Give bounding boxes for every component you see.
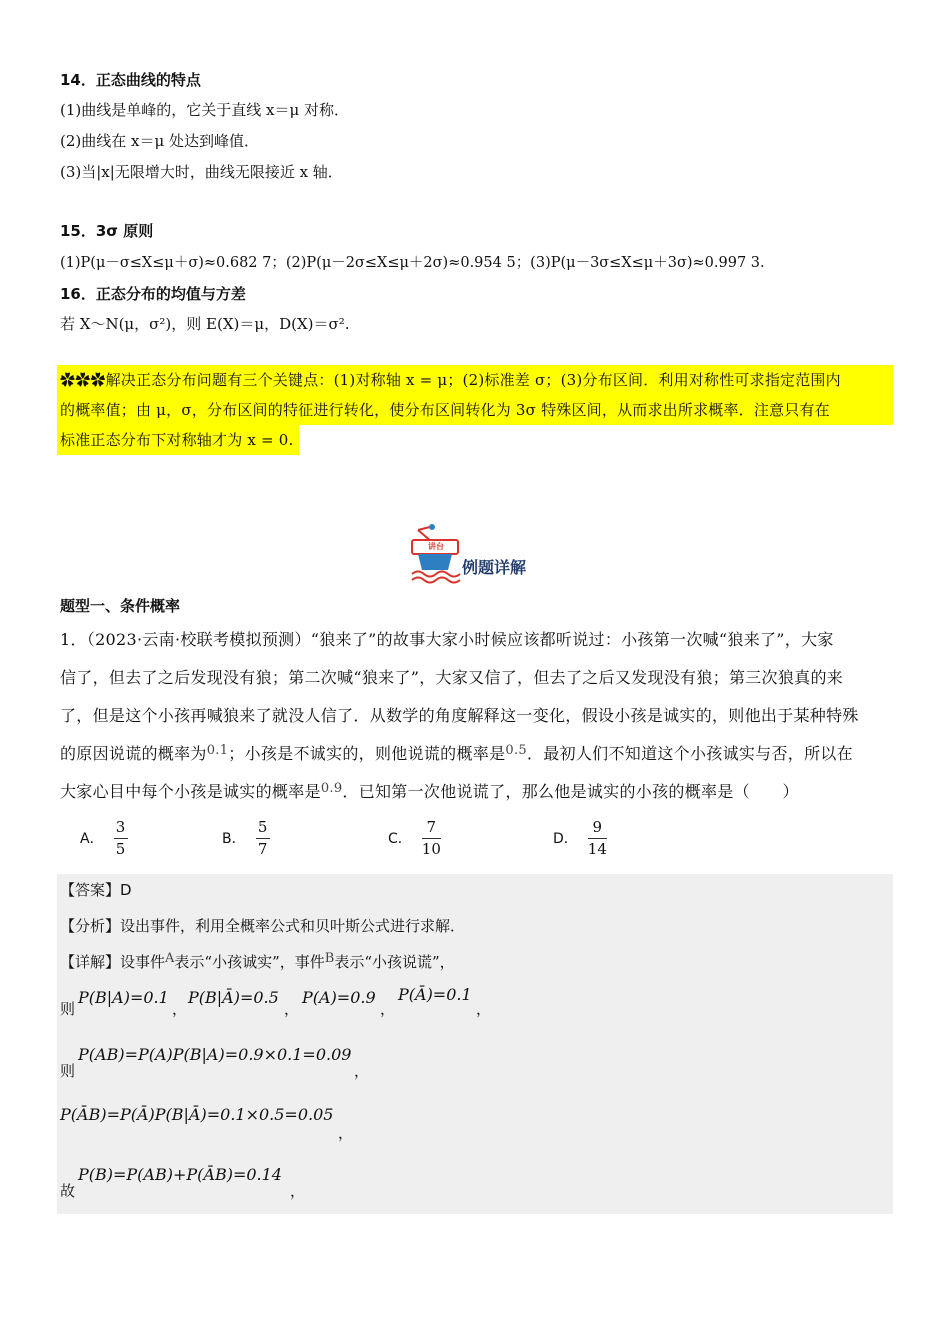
section16-text: 若 X～N(μ，σ²)，则 E(X)＝μ，D(X)＝σ².	[60, 315, 350, 333]
section16-heading: 16．正态分布的均值与方差	[60, 285, 246, 303]
eq1-comma1: ，	[172, 1000, 188, 1018]
option-a[interactable]	[80, 816, 128, 860]
option-c-label: C．	[388, 831, 412, 847]
banner-sign-text: 讲台	[428, 542, 444, 551]
question-line5-post: ．已知第一次他说谎了，那么他是诚实的小孩的概率是（ ）	[342, 782, 799, 801]
eq1-part1: P(B|A)=0.1	[78, 988, 169, 1007]
question-line-1: 1．（2023·云南·校联考模拟预测）“狼来了”的故事大家小时候应该都听说过：小孩第一次喊“狼来了”，大家	[60, 630, 834, 649]
example-banner	[410, 522, 535, 584]
eq2: P(AB)=P(A)P(B|A)=0.9×0.1=0.09	[78, 1045, 352, 1064]
option-c[interactable]	[388, 816, 441, 860]
eq3: P(ĀB)=P(Ā)P(B|Ā)=0.1×0.5=0.05	[60, 1105, 334, 1124]
question-line4-post: ．最初人们不知道这个小孩诚实与否，所以在	[526, 744, 853, 763]
option-b-label: B．	[222, 831, 246, 847]
section14-item-3: (3)当|x|无限增大时，曲线无限接近 x 轴．	[60, 163, 343, 181]
answer-line: 【答案】D	[60, 881, 132, 899]
ze-label-1: 则	[60, 1000, 76, 1018]
fraction-bar	[588, 838, 607, 839]
fraction-bar	[256, 838, 270, 839]
section14-item-1: (1)曲线是单峰的，它关于直线 x＝μ 对称．	[60, 101, 349, 119]
highlight-line-2: 的概率值；由 μ，σ，分布区间的特征进行转化，使分布区间转化为 3σ 特殊区间，从而求出所求概率．注意只有在	[60, 401, 830, 419]
question-line4-mid: ；小孩是不诚实的，则他说谎的概率是	[228, 744, 506, 763]
option-a-numerator: 3	[115, 817, 126, 836]
option-a-denominator: 5	[115, 839, 126, 858]
option-b-fraction	[256, 819, 270, 858]
option-b[interactable]	[222, 816, 270, 860]
option-a-fraction	[114, 819, 128, 858]
question-value-0-9: 0.9	[320, 781, 343, 796]
option-c-fraction	[422, 819, 441, 858]
event-a-symbol: A	[165, 951, 175, 966]
section14-item-2: (2)曲线在 x＝μ 处达到峰值．	[60, 132, 259, 150]
highlight-line-3: 标准正态分布下对称轴才为 x = 0.	[60, 431, 294, 449]
option-b-denominator: 7	[257, 839, 268, 858]
question-value-0-1: 0.1	[206, 743, 229, 758]
fraction-bar	[422, 838, 441, 839]
eq1-part3: P(A)=0.9	[302, 988, 376, 1007]
eq1-part4: P(Ā)=0.1	[398, 985, 472, 1004]
detail-pre: 【详解】设事件	[60, 953, 166, 971]
question-line-3: 了，但是这个小孩再喊狼来了就没人信了．从数学的角度解释这一变化，假设小孩是诚实的，则他出于某种特殊	[60, 706, 859, 725]
highlight-line-1: ✿✿✿解决正态分布问题有三个关键点：(1)对称轴 x = μ；(2)标准差 σ；(3)分布区间．利用对称性可求指定范围内	[60, 371, 841, 389]
question-line-2: 信了，但去了之后发现没有狼；第二次喊“狼来了”，大家又信了，但去了之后又发现没有狼；第三次狼真的来	[60, 668, 844, 687]
option-d-denominator: 14	[587, 839, 607, 858]
event-b-symbol: B	[324, 951, 335, 966]
section15-text: (1)P(μ－σ≤X≤μ＋σ)≈0.682 7；(2)P(μ－2σ≤X≤μ＋2σ)≈0.954 5；(3)P(μ－3σ≤X≤μ＋3σ)≈0.997 3.	[60, 255, 765, 271]
fraction-bar	[114, 838, 128, 839]
eq1-comma3: ，	[380, 1000, 396, 1018]
detail-mid: 表示“小孩诚实”，事件	[174, 953, 325, 971]
option-c-numerator: 7	[426, 817, 437, 836]
question-line-4	[60, 742, 853, 768]
eq3-comma: ，	[338, 1124, 354, 1142]
eq1-comma2: ，	[284, 1000, 300, 1018]
option-c-denominator: 10	[421, 839, 441, 858]
analysis-line: 【分析】设出事件，利用全概率公式和贝叶斯公式进行求解．	[60, 917, 466, 935]
section15-heading: 15．3σ 原则	[60, 222, 154, 240]
ze-label-2: 则	[60, 1062, 76, 1080]
option-d[interactable]	[553, 816, 607, 860]
eq1-part2: P(B|Ā)=0.5	[188, 988, 279, 1007]
option-d-numerator: 9	[592, 817, 603, 836]
question-line-5	[60, 780, 799, 806]
eq4-comma: ，	[290, 1182, 306, 1200]
gu-label: 故	[60, 1182, 76, 1200]
eq2-comma: ，	[354, 1062, 370, 1080]
banner-title: 例题详解	[462, 558, 527, 577]
option-b-numerator: 5	[257, 817, 268, 836]
eq4: P(B)=P(AB)+P(ĀB)=0.14	[78, 1165, 282, 1184]
option-a-label: A．	[80, 831, 104, 847]
question-line5-pre: 大家心目中每个小孩是诚实的概率是	[60, 782, 321, 801]
section14-heading: 14．正态曲线的特点	[60, 71, 201, 89]
option-d-fraction	[588, 819, 607, 858]
question-value-0-5: 0.5	[505, 743, 527, 758]
option-d-label: D．	[553, 831, 578, 847]
detail-line	[60, 950, 455, 976]
topic-heading: 题型一、条件概率	[60, 597, 181, 615]
detail-post: 表示“小孩说谎”，	[334, 953, 455, 971]
eq1-comma4: ，	[476, 1000, 492, 1018]
question-line4-pre: 的原因说谎的概率为	[60, 744, 207, 763]
